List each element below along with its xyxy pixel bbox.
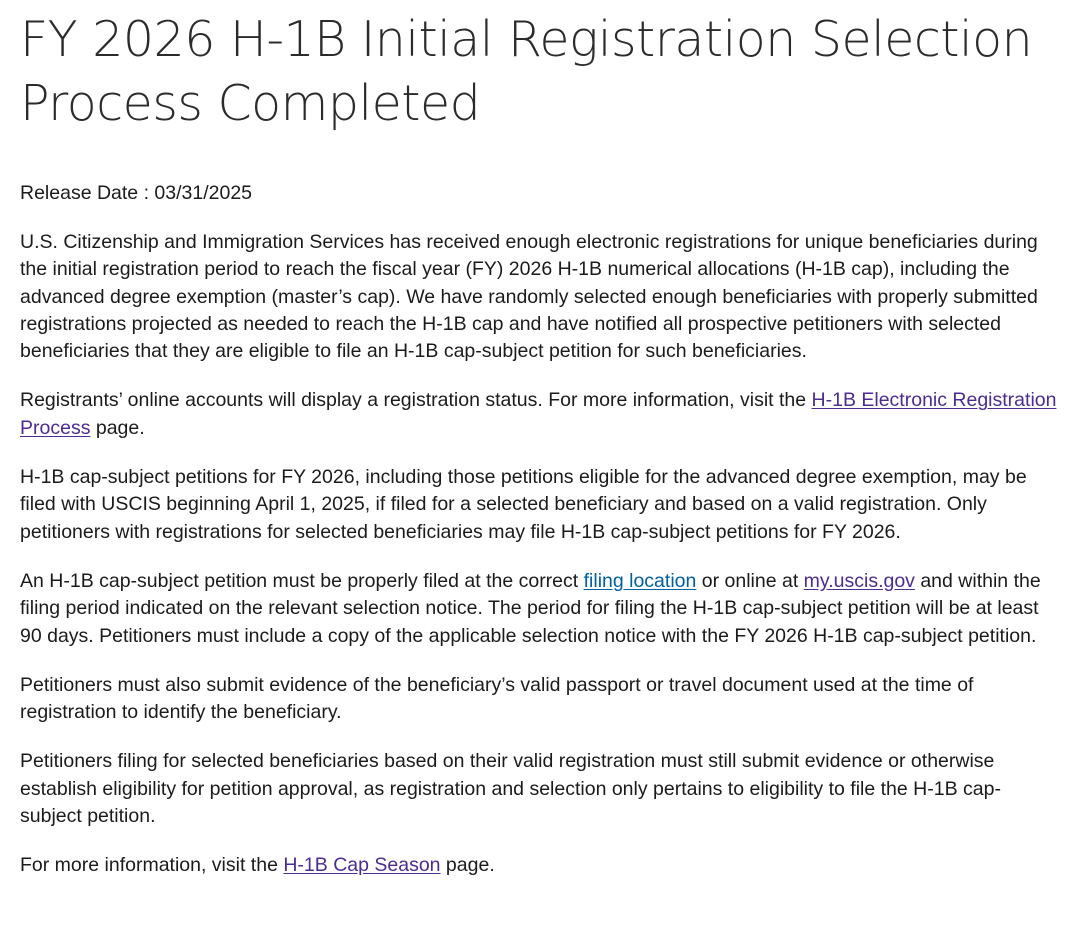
release-date-label: Release Date :	[20, 182, 149, 204]
paragraph-filing-start: H-1B cap-subject petitions for FY 2026, including those petitions eligible for the advanced degree exemption, may be filed with USCIS beginning April 1, 2025, if filed for a selected beneficiary and based on a valid registration. Only petitioners with registrations for selected beneficiaries may file H-1B cap-subject petitions for FY 2026.	[20, 466, 1027, 543]
paragraph-text: and within the filing period indicated on the relevant selection notice. The period for filing the H-1B cap-subject petition will be at least 90 days. Petitioners must include a copy of the applicable selection notice with the FY 2026 H-1B cap-subject petition.	[20, 569, 1041, 647]
paragraph-registrations-received: U.S. Citizenship and Immigration Services has received enough electronic registrations for unique beneficiaries during the initial registration period to reach the fiscal year (FY) 2026 H-1B numerical allocations (H-1B cap), including the advanced degree exemption (master’s cap). We have randomly selected enough beneficiaries with properly submitted registrations projected as needed to reach the H-1B cap and have notified all prospective petitioners with selected beneficiaries that they are eligible to file an H-1B cap-subject petition for such beneficiaries.	[20, 231, 1038, 363]
paragraph-text: page.	[90, 416, 145, 439]
paragraph-account-status	[20, 387, 1060, 442]
link-h1b-cap-season[interactable]: H-1B Cap Season	[283, 854, 441, 877]
paragraph-more-info	[20, 852, 1060, 879]
paragraph-text: For more information, visit the	[20, 854, 284, 877]
paragraph-passport-evidence: Petitioners must also submit evidence of the beneficiary’s valid passport or travel document used at the time of registration to identify the beneficiary.	[20, 673, 974, 724]
paragraph-eligibility: Petitioners filing for selected beneficiaries based on their valid registration must still submit evidence or otherwise establish eligibility for petition approval, as registration and selection only pertains to eligibility to file the H-1B cap-subject petition.	[20, 750, 1001, 828]
paragraph-text: or online at	[696, 569, 804, 592]
paragraph-text: An H-1B cap-subject petition must be properly filed at the correct	[20, 569, 584, 592]
paragraph-text: page.	[440, 854, 495, 877]
paragraph-text: Registrants’ online accounts will display a registration status. For more information, visit the	[20, 389, 812, 412]
link-filing-location[interactable]: filing location	[583, 569, 697, 592]
paragraph-filing-location	[20, 568, 1060, 650]
link-my-uscis[interactable]: my.uscis.gov	[803, 569, 915, 592]
release-date-value: 03/31/2025	[154, 182, 253, 204]
release-date	[20, 180, 1060, 207]
link-h1b-electronic-registration-process[interactable]: H-1B Electronic Registration Process	[20, 389, 1057, 439]
page-title: FY 2026 H-1B Initial Registration Selection Process Completed	[20, 11, 1033, 132]
